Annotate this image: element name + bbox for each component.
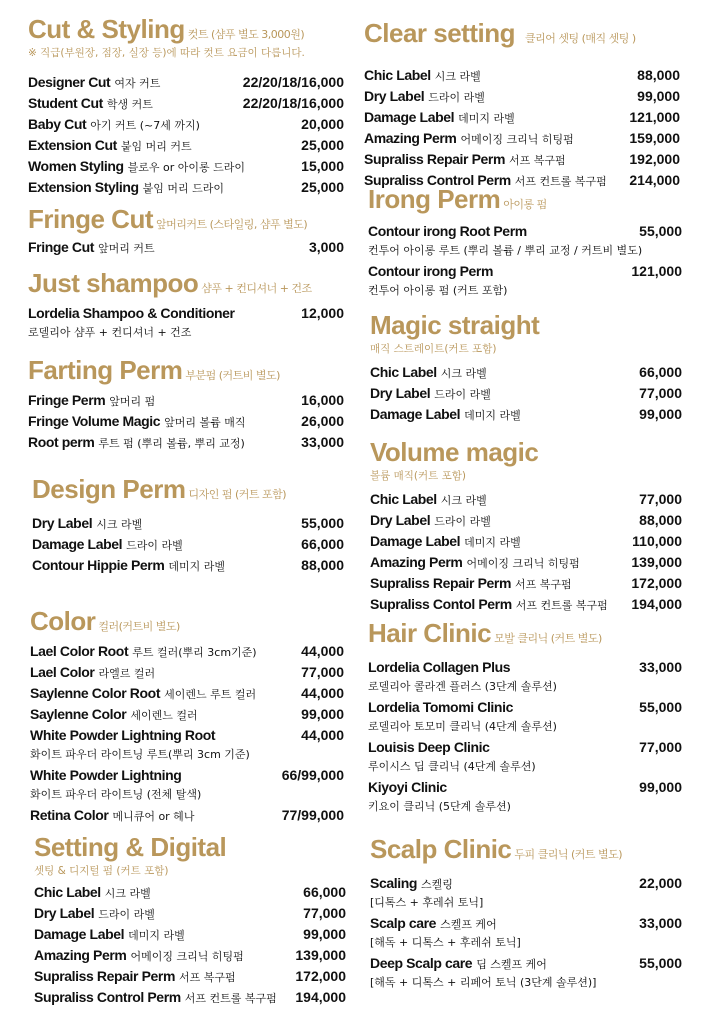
price-list: [370, 489, 682, 615]
service-korean-name: 딥 스켈프 케어: [476, 958, 547, 971]
service-korean-name: 데미지 라벨: [464, 536, 521, 549]
service-price: 26,000: [301, 413, 344, 429]
service-description: 루이시스 딥 클리닉 (4단계 솔루션): [368, 760, 536, 773]
price-row: [28, 177, 344, 198]
price-row: [370, 531, 682, 552]
price-row: [370, 873, 682, 894]
service-price: 77,000: [639, 385, 682, 401]
price-row: [370, 489, 682, 510]
service-korean-name: 앞머리 펌: [109, 395, 156, 408]
service-description: [디톡스 + 후레쉬 토닉]: [370, 896, 484, 909]
service-description: 키요이 클리닉 (5단계 솔루션): [368, 800, 511, 813]
price-row: [370, 573, 682, 594]
section-subtitle: 컷트 (샴푸 별도 3,000원): [187, 28, 305, 41]
service-korean-name: 아기 커트 (~7세 까지): [90, 119, 200, 132]
service-name: Contour Hippie Perm: [32, 557, 165, 573]
section-subtitle: 디자인 펌 (커트 포함): [188, 488, 287, 501]
service-price: 194,000: [631, 596, 682, 612]
service-price: 77/99,000: [281, 807, 344, 823]
service-price: 139,000: [295, 947, 346, 963]
service-korean-name: 서프 복구펌: [515, 578, 572, 591]
service-price: 22/20/18/16,000: [242, 74, 344, 90]
price-row: [364, 65, 680, 86]
price-row: [370, 362, 682, 383]
service-name: Amazing Perm: [370, 554, 463, 570]
section-title: [368, 618, 682, 649]
service-korean-name: 어메이징 크리닉 히팅펌: [130, 950, 244, 963]
price-list: [28, 237, 344, 258]
price-list: [28, 390, 344, 453]
service-price: 88,000: [301, 557, 344, 573]
service-name: Dry Label: [34, 905, 95, 921]
section-title-text: Cut & Styling: [28, 14, 185, 44]
price-row: [30, 683, 344, 704]
service-korean-name: 데미지 라벨: [128, 929, 185, 942]
service-korean-name: 데미지 라벨: [458, 112, 515, 125]
price-row: [28, 72, 344, 93]
service-korean-name: 여자 커트: [114, 77, 161, 90]
service-price: 66/99,000: [281, 767, 344, 783]
section-title: [28, 204, 344, 235]
price-row: [28, 156, 344, 177]
service-price: 22,000: [639, 875, 682, 891]
section-title: [370, 310, 682, 341]
service-korean-name: 블로우 or 아이롱 드라이: [127, 161, 246, 174]
service-korean-name: 어메이징 크리닉 히팅펌: [466, 557, 580, 570]
service-korean-name: 메니큐어 or 헤나: [112, 810, 195, 823]
service-korean-name: 어메이징 크리닉 히팅펌: [460, 133, 574, 146]
price-list: [370, 362, 682, 425]
section-just-shampoo: [28, 268, 344, 343]
service-price: 66,000: [639, 364, 682, 380]
service-korean-name: 서프 복구펌: [179, 971, 236, 984]
price-row: [368, 657, 682, 678]
section-title-text: Color: [30, 606, 96, 636]
service-korean-name: 드라이 라벨: [434, 388, 491, 401]
price-list: [370, 873, 682, 993]
price-row: [368, 697, 682, 718]
service-price: 172,000: [295, 968, 346, 984]
service-price: 77,000: [639, 491, 682, 507]
price-row: [32, 513, 344, 534]
service-korean-name: 세이렌느 루트 컬러: [164, 688, 257, 701]
section-subtitle: 두피 클리닉 (커트 별도): [514, 848, 623, 861]
price-row: [370, 594, 682, 615]
price-row: [28, 411, 344, 432]
price-row: [30, 704, 344, 725]
service-korean-name: 시크 라벨: [96, 518, 143, 531]
service-name: Chic Label: [364, 67, 431, 83]
service-price: 99,000: [303, 926, 346, 942]
service-name: Saylenne Color: [30, 706, 127, 722]
price-row: [34, 987, 346, 1008]
section-title: [28, 355, 344, 386]
service-price: 22/20/18/16,000: [242, 95, 344, 111]
service-korean-name: 드라이 라벨: [98, 908, 155, 921]
service-korean-name: 라엘르 컬러: [98, 667, 156, 680]
price-list: [28, 72, 344, 198]
service-description: [해독 + 디톡스 + 후레쉬 토닉]: [370, 936, 521, 949]
section-subtitle: 아이롱 펌: [503, 198, 547, 211]
section-title-text: Setting & Digital: [34, 832, 227, 862]
price-list: [364, 65, 680, 191]
price-row: [370, 953, 682, 974]
service-price: 15,000: [301, 158, 344, 174]
service-description: 화이트 파우더 라이트닝 루트(뿌리 3cm 기준): [30, 748, 250, 761]
service-name: Lael Color Root: [30, 643, 129, 659]
service-price: 192,000: [629, 151, 680, 167]
service-name: Damage Label: [370, 406, 461, 422]
section-fringe-cut: [28, 204, 344, 258]
service-korean-name: 세이렌느 컬러: [130, 709, 198, 722]
price-row: [32, 555, 344, 576]
service-price: 77,000: [301, 664, 344, 680]
service-name: Amazing Perm: [34, 947, 127, 963]
price-row: [30, 765, 344, 786]
service-name: Fringe Cut: [28, 239, 94, 255]
service-price: 194,000: [295, 989, 346, 1005]
service-name: Retina Color: [30, 807, 109, 823]
section-subtitle: 샴푸 + 컨디셔너 + 건조: [201, 282, 312, 295]
service-price: 88,000: [637, 67, 680, 83]
service-name: Chic Label: [34, 884, 101, 900]
service-price: 214,000: [629, 172, 680, 188]
service-name: White Powder Lightning Root: [30, 727, 216, 743]
service-price: 99,000: [639, 779, 682, 795]
price-row: [364, 86, 680, 107]
section-title: [370, 834, 682, 865]
section-title-text: Just shampoo: [28, 268, 199, 298]
section-design-perm: [32, 474, 344, 576]
price-row: [34, 882, 346, 903]
section-subtitle: 모발 클리닉 (커트 별도): [494, 632, 602, 645]
section-clear-setting: [364, 18, 680, 191]
service-korean-name: 스켈링: [421, 878, 453, 891]
service-description: 컨투어 아이롱 펌 (커트 포함): [368, 284, 508, 297]
service-price: 44,000: [301, 727, 344, 743]
price-list: [30, 641, 344, 826]
section-title: [370, 437, 682, 468]
service-price: 88,000: [639, 512, 682, 528]
price-row: [30, 805, 344, 826]
service-name: Women Styling: [28, 158, 124, 174]
service-korean-name: 시크 라벨: [440, 367, 487, 380]
price-row: [368, 221, 682, 242]
service-name: Fringe Perm: [28, 392, 106, 408]
service-price: 33,000: [301, 434, 344, 450]
section-setting-digital: [34, 832, 346, 1008]
service-price: 55,000: [301, 515, 344, 531]
service-name: White Powder Lightning: [30, 767, 182, 783]
service-name: Dry Label: [370, 512, 431, 528]
service-price: 139,000: [631, 554, 682, 570]
service-price: 20,000: [301, 116, 344, 132]
price-list: [368, 657, 682, 817]
section-subline: 매직 스트레이트(커트 포함): [370, 343, 497, 355]
service-price: 172,000: [631, 575, 682, 591]
service-korean-name: 시크 라벨: [434, 70, 481, 83]
section-title-text: Scalp Clinic: [370, 834, 512, 864]
price-row: [34, 903, 346, 924]
section-subline: 셋팅 & 디지털 펌 (커트 포함): [34, 865, 169, 877]
section-title: [32, 474, 344, 505]
section-title-text: Hair Clinic: [368, 618, 492, 648]
price-row: [34, 945, 346, 966]
service-korean-name: 앞머리 볼륨 매직: [164, 416, 246, 429]
service-price: 77,000: [639, 739, 682, 755]
section-irong-perm: [368, 184, 682, 301]
price-row: [28, 303, 344, 324]
service-description: [해독 + 디톡스 + 리페어 토닉 (3단계 솔루션)]: [370, 976, 597, 989]
price-row: [370, 404, 682, 425]
service-name: Extension Cut: [28, 137, 117, 153]
service-price: 33,000: [639, 659, 682, 675]
service-korean-name: 드라이 라벨: [428, 91, 485, 104]
service-name: Chic Label: [370, 491, 437, 507]
section-title: [30, 606, 344, 637]
service-name: Baby Cut: [28, 116, 87, 132]
service-korean-name: 드라이 라벨: [126, 539, 183, 552]
service-korean-name: 루트 펌 (뿌리 볼륨, 뿌리 교정): [98, 437, 245, 450]
price-row: [364, 107, 680, 128]
service-price: 159,000: [629, 130, 680, 146]
price-list: [28, 303, 344, 343]
service-description: 로델리아 콜라겐 플러스 (3단계 솔루션): [368, 680, 557, 693]
service-name: Damage Label: [370, 533, 461, 549]
service-korean-name: 루트 컬러(뿌리 3cm기준): [132, 646, 257, 659]
service-description: 컨투어 아이롱 루트 (뿌리 볼륨 / 뿌리 교정 / 커트비 별도): [368, 244, 643, 257]
price-row: [364, 128, 680, 149]
service-name: Damage Label: [32, 536, 123, 552]
service-price: 12,000: [301, 305, 344, 321]
service-name: Designer Cut: [28, 74, 111, 90]
price-row: [30, 725, 344, 746]
service-price: 55,000: [639, 699, 682, 715]
service-name: Supraliss Control Perm: [34, 989, 181, 1005]
service-korean-name: 앞머리 커트: [98, 242, 155, 255]
service-name: Lordelia Collagen Plus: [368, 659, 511, 675]
service-price: 99,000: [637, 88, 680, 104]
section-magic-straight: [370, 310, 682, 425]
price-row: [368, 261, 682, 282]
service-name: Supraliss Repair Perm: [34, 968, 175, 984]
section-title-text: Fringe Cut: [28, 204, 153, 234]
section-hair-clinic: [368, 618, 682, 817]
price-row: [28, 135, 344, 156]
service-name: Root perm: [28, 434, 95, 450]
price-list: [34, 882, 346, 1008]
service-description: 화이트 파우더 라이트닝 (전체 탈색): [30, 788, 202, 801]
service-name: Chic Label: [370, 364, 437, 380]
service-name: Supraliss Repair Perm: [364, 151, 505, 167]
service-price: 55,000: [639, 955, 682, 971]
service-korean-name: 드라이 라벨: [434, 515, 491, 528]
service-korean-name: 서프 컨트롤 복구펌: [515, 599, 608, 612]
service-korean-name: 학생 커트: [106, 98, 153, 111]
price-row: [30, 641, 344, 662]
section-farting-perm: [28, 355, 344, 453]
service-name: Dry Label: [370, 385, 431, 401]
service-name: Kiyoyi Clinic: [368, 779, 447, 795]
service-price: 121,000: [631, 263, 682, 279]
service-korean-name: 서프 컨트롤 복구펌: [514, 175, 607, 188]
service-name: Amazing Perm: [364, 130, 457, 146]
price-row: [364, 149, 680, 170]
price-row: [368, 737, 682, 758]
service-name: Supraliss Repair Perm: [370, 575, 511, 591]
section-title-text: Design Perm: [32, 474, 186, 504]
section-title: [368, 184, 682, 215]
section-cut-styling: [28, 14, 344, 198]
service-price: 3,000: [308, 239, 344, 255]
section-scalp-clinic: [370, 834, 682, 993]
service-name: Supraliss Contol Perm: [370, 596, 512, 612]
price-row: [28, 390, 344, 411]
price-row: [28, 93, 344, 114]
service-price: 77,000: [303, 905, 346, 921]
service-korean-name: 데미지 라벨: [168, 560, 226, 573]
section-title-text: Volume magic: [370, 437, 539, 467]
service-name: Dry Label: [364, 88, 425, 104]
price-row: [370, 383, 682, 404]
section-note: ※ 직급(부원장, 점장, 실장 등)에 따라 컷트 요금이 다릅니다.: [28, 47, 305, 59]
service-price: 55,000: [639, 223, 682, 239]
service-korean-name: 서프 복구펌: [509, 154, 566, 167]
service-price: 110,000: [632, 533, 682, 549]
price-row: [370, 510, 682, 531]
price-list: [32, 513, 344, 576]
section-title: [34, 832, 346, 863]
service-name: Louisis Deep Clinic: [368, 739, 490, 755]
service-korean-name: 시크 라벨: [440, 494, 487, 507]
service-price: 66,000: [301, 536, 344, 552]
section-subline: 볼륨 매직(커트 포함): [370, 470, 467, 482]
service-price: 25,000: [301, 179, 344, 195]
service-name: Student Cut: [28, 95, 103, 111]
section-volume-magic: [370, 437, 682, 615]
section-subtitle: 컬러(커트비 별도): [98, 620, 180, 633]
service-name: Fringe Volume Magic: [28, 413, 161, 429]
service-name: Scalp care: [370, 915, 437, 931]
price-row: [34, 924, 346, 945]
service-name: Contour irong Perm: [368, 263, 494, 279]
service-price: 25,000: [301, 137, 344, 153]
service-price: 121,000: [629, 109, 680, 125]
section-title: [28, 14, 344, 45]
service-price: 44,000: [301, 643, 344, 659]
section-subtitle: 클리어 셋팅 (매직 셋팅 ): [525, 32, 636, 45]
section-title-text: Clear setting: [364, 18, 515, 48]
section-title-text: Farting Perm: [28, 355, 183, 385]
section-title-text: Irong Perm: [368, 184, 501, 214]
service-price: 44,000: [301, 685, 344, 701]
service-name: Lordelia Tomomi Clinic: [368, 699, 513, 715]
service-korean-name: 데미지 라벨: [464, 409, 521, 422]
service-price: 16,000: [301, 392, 344, 408]
service-korean-name: 시크 라벨: [104, 887, 151, 900]
price-row: [34, 966, 346, 987]
section-title: [28, 268, 344, 299]
service-korean-name: 붙임 머리 커트: [120, 140, 192, 153]
service-name: Contour irong Root Perm: [368, 223, 527, 239]
service-price: 66,000: [303, 884, 346, 900]
service-korean-name: 서프 컨트롤 복구펌: [184, 992, 277, 1005]
price-row: [30, 662, 344, 683]
service-name: Damage Label: [364, 109, 455, 125]
service-name: Supraliss Control Perm: [364, 172, 511, 188]
service-name: Extension Styling: [28, 179, 139, 195]
service-price: 99,000: [639, 406, 682, 422]
section-color: [30, 606, 344, 826]
service-price: 33,000: [639, 915, 682, 931]
service-korean-name: 스켈프 케어: [440, 918, 497, 931]
section-title-text: Magic straight: [370, 310, 540, 340]
service-name: Damage Label: [34, 926, 125, 942]
service-price: 99,000: [301, 706, 344, 722]
price-row: [368, 777, 682, 798]
service-description: 로델리아 토모미 클리닉 (4단계 솔루션): [368, 720, 557, 733]
price-row: [28, 432, 344, 453]
service-name: Lael Color: [30, 664, 95, 680]
price-row: [32, 534, 344, 555]
section-subtitle: 앞머리커트 (스타일링, 샴푸 별도): [156, 218, 308, 231]
service-name: Lordelia Shampoo & Conditioner: [28, 305, 235, 321]
service-description: 로델리아 샴푸 + 컨디셔너 + 건조: [28, 326, 192, 339]
service-korean-name: 붙임 머리 드라이: [142, 182, 225, 195]
service-name: Deep Scalp care: [370, 955, 473, 971]
section-title: [364, 18, 680, 49]
price-list: [368, 221, 682, 301]
price-row: [28, 237, 344, 258]
price-row: [370, 552, 682, 573]
service-name: Saylenne Color Root: [30, 685, 161, 701]
price-row: [28, 114, 344, 135]
service-name: Scaling: [370, 875, 417, 891]
price-row: [370, 913, 682, 934]
service-name: Dry Label: [32, 515, 93, 531]
section-subtitle: 부분펌 (커트비 별도): [185, 369, 280, 382]
